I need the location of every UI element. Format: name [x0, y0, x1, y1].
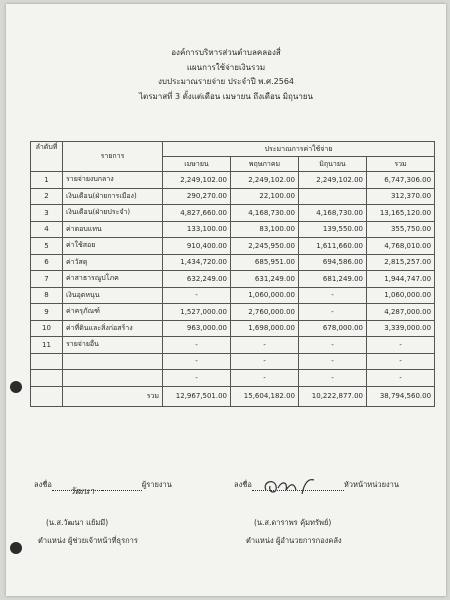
row-item: ค่าสาธารณูปโภค	[63, 271, 163, 288]
row-total: 4,768,010.00	[367, 238, 435, 255]
row-may: 83,100.00	[231, 221, 299, 238]
budget-year: งบประมาณรายจ่าย ประจำปี พ.ศ.2564	[158, 77, 294, 86]
head-position: ตำแหน่ง ผู้อำนวยการกองคลัง	[246, 536, 342, 545]
table-row	[31, 287, 435, 304]
row-may: -	[231, 370, 299, 387]
row-april: 133,100.00	[163, 221, 231, 238]
table-row	[31, 353, 435, 370]
row-total: 355,750.00	[367, 221, 435, 238]
row-number: 4	[31, 221, 63, 238]
row-total: 13,165,120.00	[367, 205, 435, 222]
row-number: 10	[31, 320, 63, 337]
row-april: 2,249,102.00	[163, 172, 231, 189]
signature-right	[234, 479, 399, 491]
row-item: ค่าที่ดินและสิ่งก่อสร้าง	[63, 320, 163, 337]
row-number: 7	[31, 271, 63, 288]
row-may: 2,760,000.00	[231, 304, 299, 321]
row-item	[63, 370, 163, 387]
row-may: 1,698,000.00	[231, 320, 299, 337]
col-header-total: รวม	[367, 157, 435, 172]
table-row	[31, 188, 435, 205]
row-number: 5	[31, 238, 63, 255]
row-april: 632,249.00	[163, 271, 231, 288]
row-item: รายจ่ายอื่น	[63, 337, 163, 354]
row-item: ค่าวัสดุ	[63, 254, 163, 271]
row-total: 3,339,000.00	[367, 320, 435, 337]
sign-prefix-left: ลงชื่อ	[34, 480, 52, 489]
row-june: 694,586.00	[299, 254, 367, 271]
row-june	[299, 188, 367, 205]
quarter-range: ไตรมาสที่ 3 ตั้งแต่เดือน เมษายน ถึงเดือน มิถุนายน	[138, 91, 313, 101]
row-april: 4,827,660.00	[163, 205, 231, 222]
row-june: 2,249,102.00	[299, 172, 367, 189]
row-total: 1,944,747.00	[367, 271, 435, 288]
row-may: -	[231, 337, 299, 354]
row-total: 6,747,306.00	[367, 172, 435, 189]
row-number: 9	[31, 304, 63, 321]
role-reporter: ผู้รายงาน	[141, 480, 172, 489]
row-april: 1,527,000.00	[163, 304, 231, 321]
table-row	[31, 304, 435, 321]
row-item: เงินเดือน(ฝ่ายประจำ)	[63, 205, 163, 222]
document-header	[6, 46, 446, 104]
col-header-june: มิถุนายน	[299, 157, 367, 172]
total-row-blank	[31, 386, 63, 406]
total-label: รวม	[63, 386, 163, 406]
row-total: 4,287,000.00	[367, 304, 435, 321]
row-total: -	[367, 353, 435, 370]
table-row	[31, 320, 435, 337]
head-name: (น.ส.ดาราพร คุ้มทรัพย์)	[254, 518, 332, 527]
row-may: 4,168,730.00	[231, 205, 299, 222]
row-number	[31, 370, 63, 387]
row-may: 1,060,000.00	[231, 287, 299, 304]
table-row	[31, 370, 435, 387]
punch-hole-top	[10, 381, 22, 393]
col-header-estimate: ประมาณการค่าใช้จ่าย	[163, 142, 435, 157]
sign-prefix-right: ลงชื่อ	[234, 480, 252, 489]
col-header-april: เมษายน	[163, 157, 231, 172]
row-june: -	[299, 370, 367, 387]
row-number: 11	[31, 337, 63, 354]
row-april: -	[163, 353, 231, 370]
row-total: -	[367, 337, 435, 354]
col-header-no: ลำดับที่	[31, 142, 63, 172]
row-april: 910,400.00	[163, 238, 231, 255]
row-number: 3	[31, 205, 63, 222]
row-may: 2,245,950.00	[231, 238, 299, 255]
row-item: เงินเดือน(ฝ่ายการเมือง)	[63, 188, 163, 205]
row-april: -	[163, 337, 231, 354]
row-june: 139,550.00	[299, 221, 367, 238]
row-number: 2	[31, 188, 63, 205]
table-row	[31, 254, 435, 271]
table-row	[31, 271, 435, 288]
row-item: เงินอุดหนุน	[63, 287, 163, 304]
row-april: 963,000.00	[163, 320, 231, 337]
row-may: 2,249,102.00	[231, 172, 299, 189]
row-june: -	[299, 337, 367, 354]
row-total: 312,370.00	[367, 188, 435, 205]
row-june: 681,249.00	[299, 271, 367, 288]
col-header-item: รายการ	[63, 142, 163, 172]
signature-left	[34, 479, 172, 497]
table-row	[31, 238, 435, 255]
row-may: 685,951.00	[231, 254, 299, 271]
reporter-name: (น.ส.วัฒนา แย้มมี)	[46, 518, 109, 527]
row-april: -	[163, 287, 231, 304]
row-total: -	[367, 370, 435, 387]
row-april: 1,434,720.00	[163, 254, 231, 271]
total-may: 15,604,182.00	[231, 386, 299, 406]
row-may: 22,100.00	[231, 188, 299, 205]
row-number	[31, 353, 63, 370]
row-total: 2,815,257.00	[367, 254, 435, 271]
row-item: ค่าครุภัณฑ์	[63, 304, 163, 321]
row-april: -	[163, 370, 231, 387]
plan-title: แผนการใช้จ่ายเงินรวม	[186, 62, 266, 72]
row-number: 6	[31, 254, 63, 271]
row-item: ค่าตอบแทน	[63, 221, 163, 238]
row-june: 4,168,730.00	[299, 205, 367, 222]
table-row	[31, 172, 435, 189]
handwritten-signature-right	[260, 476, 320, 498]
row-april: 290,270.00	[163, 188, 231, 205]
grand-total: 38,794,560.00	[367, 386, 435, 406]
row-total: 1,060,000.00	[367, 287, 435, 304]
document-page	[6, 4, 446, 596]
row-number: 1	[31, 172, 63, 189]
table-row	[31, 205, 435, 222]
handwritten-signature-left: วัฒนา	[69, 487, 95, 497]
total-june: 10,222,877.00	[299, 386, 367, 406]
budget-table	[30, 141, 435, 407]
row-item: ค่าใช้สอย	[63, 238, 163, 255]
row-june: 1,611,660.00	[299, 238, 367, 255]
table-row	[31, 337, 435, 354]
row-item: รายจ่ายงบกลาง	[63, 172, 163, 189]
row-item	[63, 353, 163, 370]
punch-hole-bottom	[10, 542, 22, 554]
row-june: -	[299, 304, 367, 321]
row-june: -	[299, 287, 367, 304]
row-number: 8	[31, 287, 63, 304]
reporter-position: ตำแหน่ง ผู้ช่วยเจ้าหน้าที่ธุรการ	[38, 536, 138, 545]
col-header-may: พฤษภาคม	[231, 157, 299, 172]
role-department-head: หัวหน้าหน่วยงาน	[343, 480, 399, 489]
org-name: องค์การบริหารส่วนตำบลคลองสี่	[171, 48, 281, 57]
row-june: 678,000.00	[299, 320, 367, 337]
row-june: -	[299, 353, 367, 370]
row-may: 631,249.00	[231, 271, 299, 288]
total-april: 12,967,501.00	[163, 386, 231, 406]
row-may: -	[231, 353, 299, 370]
table-row	[31, 221, 435, 238]
